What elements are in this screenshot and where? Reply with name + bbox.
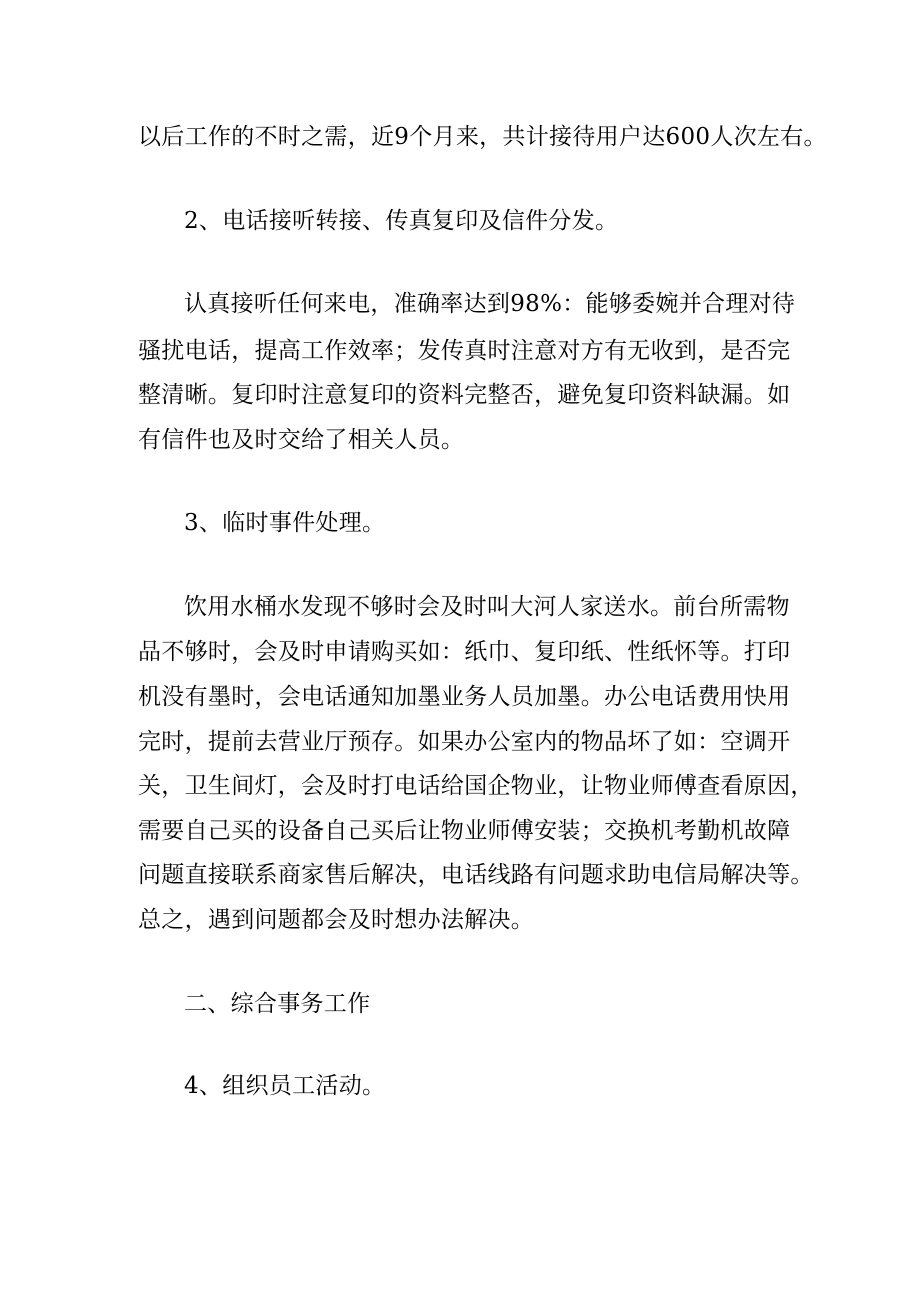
paragraph-line: 完时，提前去营业厅预存。如果办公室内的物品坏了如：空调开 bbox=[138, 729, 791, 755]
paragraph-line: 需要自己买的设备自己买后让物业师傅安装；交换机考勤机故障 bbox=[138, 818, 791, 844]
paragraph-line: 骚扰电话，提高工作效率；发传真时注意对方有无收到，是否完 bbox=[138, 338, 791, 364]
paragraph-line: 总之，遇到问题都会及时想办法解决。 bbox=[138, 907, 535, 933]
paragraph-line: 品不够时，会及时申请购买如：纸巾、复印纸、性纸怀等。打印 bbox=[138, 639, 791, 665]
heading-phone-handling: 2、电话接听转接、传真复印及信件分发。 bbox=[184, 208, 619, 234]
paragraph-line: 以后工作的不时之需，近9个月来，共计接待用户达600人次左右。 bbox=[138, 124, 827, 150]
heading-staff-activities: 4、组织员工活动。 bbox=[184, 1073, 386, 1099]
paragraph-line: 问题直接联系商家售后解决，电话线路有问题求助电信局解决等。 bbox=[138, 862, 814, 888]
paragraph-line: 整清晰。复印时注意复印的资料完整否，避免复印资料缺漏。如 bbox=[138, 382, 791, 408]
paragraph-line: 机没有墨时，会电话通知加墨业务人员加墨。办公电话费用快用 bbox=[138, 684, 791, 710]
paragraph-line: 关，卫生间灯，会及时打电话给国企物业，让物业师傅查看原因， bbox=[138, 773, 814, 799]
paragraph-line: 饮用水桶水发现不够时会及时叫大河人家送水。前台所需物 bbox=[184, 594, 790, 620]
section-heading-general-affairs: 二、综合事务工作 bbox=[184, 991, 371, 1017]
paragraph-line: 有信件也及时交给了相关人员。 bbox=[138, 427, 465, 453]
paragraph-line: 认真接听任何来电，准确率达到98%：能够委婉并合理对待 bbox=[184, 291, 796, 317]
heading-temporary-events: 3、临时事件处理。 bbox=[184, 510, 386, 536]
